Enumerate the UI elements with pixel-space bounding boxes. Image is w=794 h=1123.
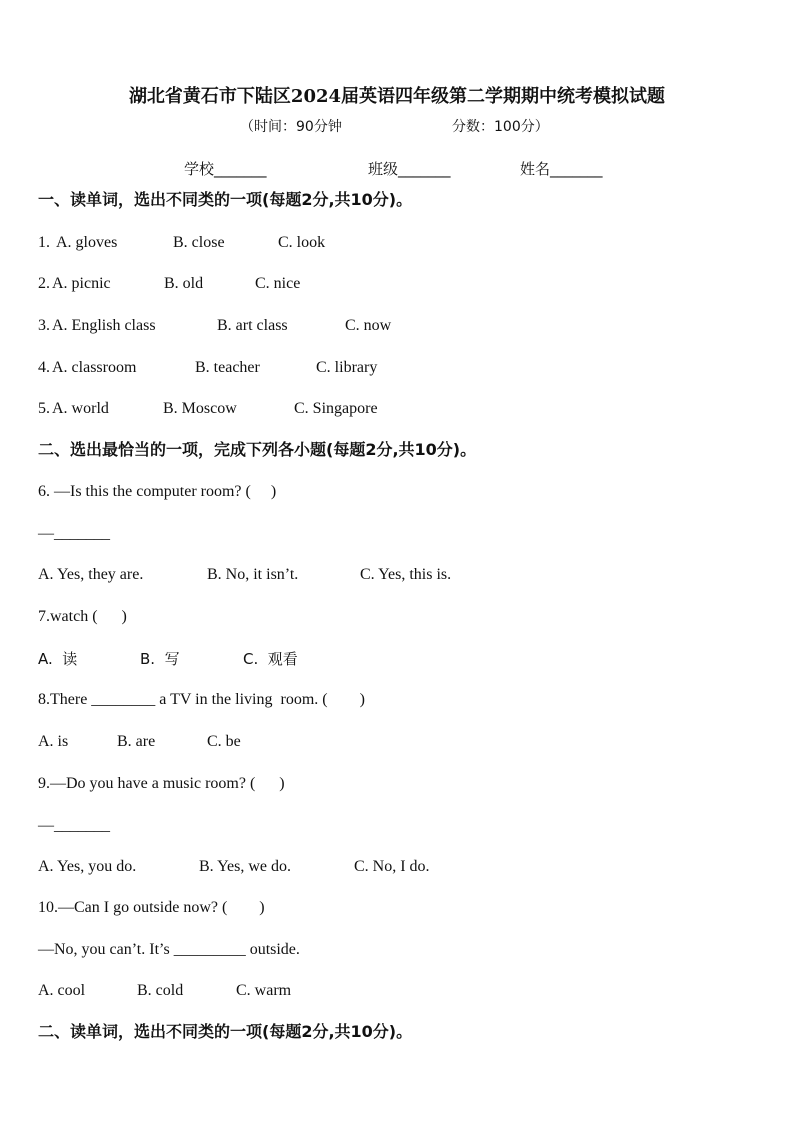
option-a: A. picnic — [52, 275, 111, 292]
option-a: A. English class — [52, 317, 156, 334]
option-b: B. No, it isn’t. — [207, 566, 299, 583]
class-field: 班级_______ — [368, 160, 451, 178]
option-c: C. be — [207, 733, 241, 750]
section-heading-2: 二、选出最恰当的一项，完成下列各小题(每题2分,共10分)。 — [38, 440, 477, 459]
section-heading-3: 二、读单词，选出不同类的一项(每题2分,共10分)。 — [38, 1022, 413, 1041]
option-a: A. world — [52, 400, 109, 417]
question-6: 6. —Is this the computer room? ( ) — [38, 483, 277, 500]
exam-score: 分数：100分） — [452, 119, 549, 135]
option-b: B. art class — [217, 317, 288, 334]
option-a: A. cool — [38, 982, 86, 999]
option-b: B. old — [164, 275, 204, 292]
answer-line-10: —No, you can’t. It’s _________ outside. — [38, 941, 300, 958]
option-c: C. library — [316, 359, 378, 376]
option-c: C. Yes, this is. — [360, 566, 452, 583]
option-a: A. Yes, they are. — [38, 566, 144, 583]
option-b: B. Yes, we do. — [199, 858, 292, 875]
answer-blank-9: —_______ — [38, 817, 110, 834]
option-b: B. close — [173, 234, 225, 251]
option-a: A. 读 — [38, 650, 78, 668]
question-number: 3. — [38, 317, 50, 334]
option-c: C. nice — [255, 275, 301, 292]
name-field: 姓名_______ — [520, 160, 603, 178]
option-c: C. Singapore — [294, 400, 378, 417]
question-number: 5. — [38, 400, 50, 417]
option-c: C. 观看 — [243, 650, 298, 668]
question-9: 9.—Do you have a music room? ( ) — [38, 775, 285, 792]
option-c: C. look — [278, 234, 326, 251]
option-a: A. gloves — [56, 234, 118, 251]
option-c: C. now — [345, 317, 392, 334]
option-a: A. classroom — [52, 359, 137, 376]
exam-time: （时间：90分钟 — [240, 119, 342, 135]
option-a: A. Yes, you do. — [38, 858, 137, 875]
option-b: B. are — [117, 733, 156, 750]
question-number: 2. — [38, 275, 50, 292]
option-c: C. No, I do. — [354, 858, 430, 875]
question-7: 7.watch ( ) — [38, 608, 127, 625]
option-c: C. warm — [236, 982, 292, 999]
question-10: 10.—Can I go outside now? ( ) — [38, 899, 265, 916]
option-b: B. cold — [137, 982, 184, 999]
question-number: 1. — [38, 234, 54, 251]
question-8: 8.There ________ a TV in the living room. ( ) — [38, 691, 365, 708]
option-b: B. 写 — [140, 650, 180, 668]
option-b: B. teacher — [195, 359, 260, 376]
school-field: 学校_______ — [184, 160, 267, 178]
option-b: B. Moscow — [163, 400, 237, 417]
question-number: 4. — [38, 359, 50, 376]
section-heading-1: 一、读单词，选出不同类的一项(每题2分,共10分)。 — [38, 190, 413, 209]
exam-title: 湖北省黄石市下陆区2024届英语四年级第二学期期中统考模拟试题 — [128, 86, 666, 107]
answer-blank-6: —_______ — [38, 525, 110, 542]
option-a: A. is — [38, 733, 69, 750]
